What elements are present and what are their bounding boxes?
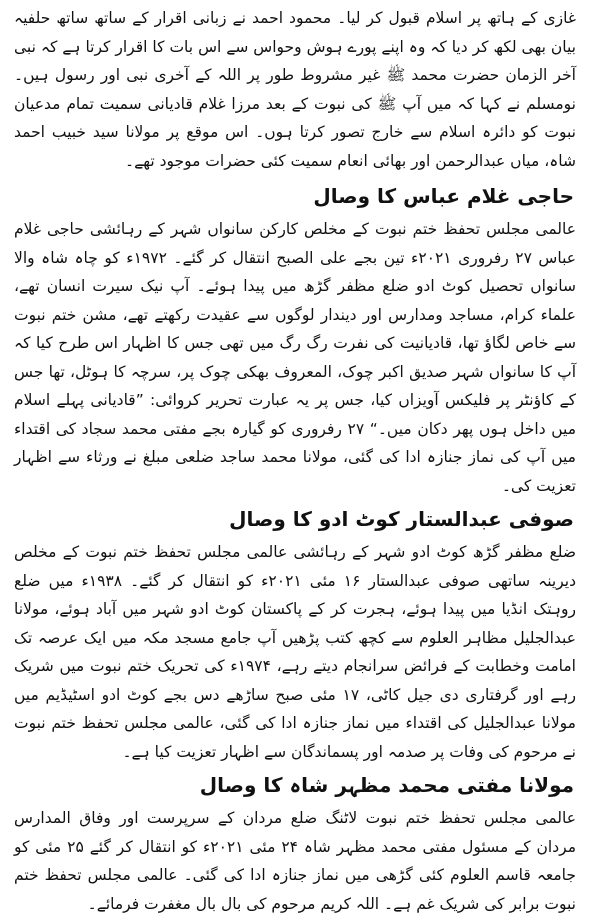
section-heading-mufti-mazhar-shah: مولانا مفتی محمد مظہر شاہ کا وصال [199,773,574,797]
section-body-sufi-abdul-sattar: ضلع مظفر گڑھ کوٹ ادو شہر کے رہائشی عالمی مجلس تحفظ ختم نبوت کے مخلص دیرینہ ساتھی صوفی عبدالستار ۱۶ مئی ۲۰۲۱ء کو انتقال کر گئے۔ ۱۹۳۸ء میں ضلع روہتک انڈیا میں پیدا ہوئے، ہجرت کر کے پاکستان کوٹ ادو شہر میں آباد ہوئے، مولانا عبدالجلیل مظاہر العلوم سے کچھ کتب پڑھیں آپ جامع مسجد مکہ میں ایک عرصہ تک امامت وخطابت کے فرائض سرانجام دیتے رہے، ۱۹۷۴ء کی تحریک ختم نبوت میں شریک رہے اور گرفتاری دی جیل کاٹی، ۱۷ مئی صبح ساڑھے دس بجے کوٹ ادو اسٹیڈیم میں مولانا عبدالجلیل کی اقتداء میں نماز جنازہ ادا کی گئی، عالمی مجلس تحفظ ختم نبوت نے مرحوم کی وفات پر صدمہ اور پسماندگان سے اظہار تعزیت کیا ہے۔ [14,543,576,761]
section-body-haji-ghulam-abbas: عالمی مجلس تحفظ ختم نبوت کے مخلص کارکن سانواں شہر کے رہائشی حاجی غلام عباس ۲۷ رفروری ۲۰۲۱ء تین بجے علی الصبح انتقال کر گئے۔ ۱۹۷۲ء کو چاہ شاہ والا سانواں تحصیل کوٹ ادو ضلع مظفر گڑھ میں پیدا ہوئے۔ آپ نیک سیرت انسان تھے، علماء کرام، مساجد ومدارس اور دیندار لوگوں سے عقیدت رکھتے تھے، مشن ختم نبوت سے خاص لگاؤ تھا، قادیانیت کی نفرت رگ رگ میں تھی جس کا اظہار اس طرح کیا کہ آپ کا سانواں شہر صدیق اکبر چوک، المعروف بھکی چوک پر، سرچہ کا ہوٹل، تھا جس کے کاؤنٹر پر فلیکس آویزاں کیا، جس پر یہ عبارت تحریر کروائی: ”قادیانی پہلے اسلام میں داخل ہوں پھر دکان میں۔“ ۲۷ رفروری کو گیارہ بجے مفتی محمد سجاد کی اقتداء میں آپ کی نماز جنازہ ادا کی گئی، مولانا محمد ساجد ضلعی مبلغ نے ورثاء سے اظہار تعزیت کی۔ [14,220,577,495]
section-body-mufti-mazhar-shah: عالمی مجلس تحفظ ختم نبوت لاٹنگ ضلع مردان کے سرپرست اور وفاق المدارس مردان کے مسئول مفتی محمد مظہر شاہ ۲۴ مئی ۲۰۲۱ء کو انتقال کر گئے ۲۵ مئی کو جامعہ قاسم العلوم کئی گڑھی میں نماز جنازہ ادا کی گئی۔ عالمی مجلس تحفظ ختم نبوت برابر کی شریک غم ہے۔ اللہ کریم مرحوم کی بال بال مغفرت فرمائے۔ [14,809,576,913]
intro-paragraph: غازی کے ہاتھ پر اسلام قبول کر لیا۔ محمود احمد نے زبانی اقرار کے ساتھ ساتھ حلفیہ بیان بھی لکھ کر دیا کہ وہ اپنے پورے ہوش وحواس سے اس بات کا اقرار کرتا ہے کہ نبی آخر الزمان حضرت محمد ﷺ غیر مشروط طور پر اللہ کے آخری نبی اور رسول ہیں۔ نومسلم نے کہا کہ میں آپ ﷺ کی نبوت کے بعد مرزا غلام قادیانی سمیت تمام مدعیان نبوت کو دائرہ اسلام سے خارج تصور کرتا ہوں۔ اس موقع پر مولانا سید خبیب احمد شاہ، میاں عبدالرحمن اور بھائی انعام سمیت کئی حضرات موجود تھے۔ [14,9,576,170]
section-heading-haji-ghulam-abbas: حاجی غلام عباس کا وصال [313,184,574,208]
section-heading-sufi-abdul-sattar: صوفی عبدالستار کوٹ ادو کا وصال [229,507,574,531]
